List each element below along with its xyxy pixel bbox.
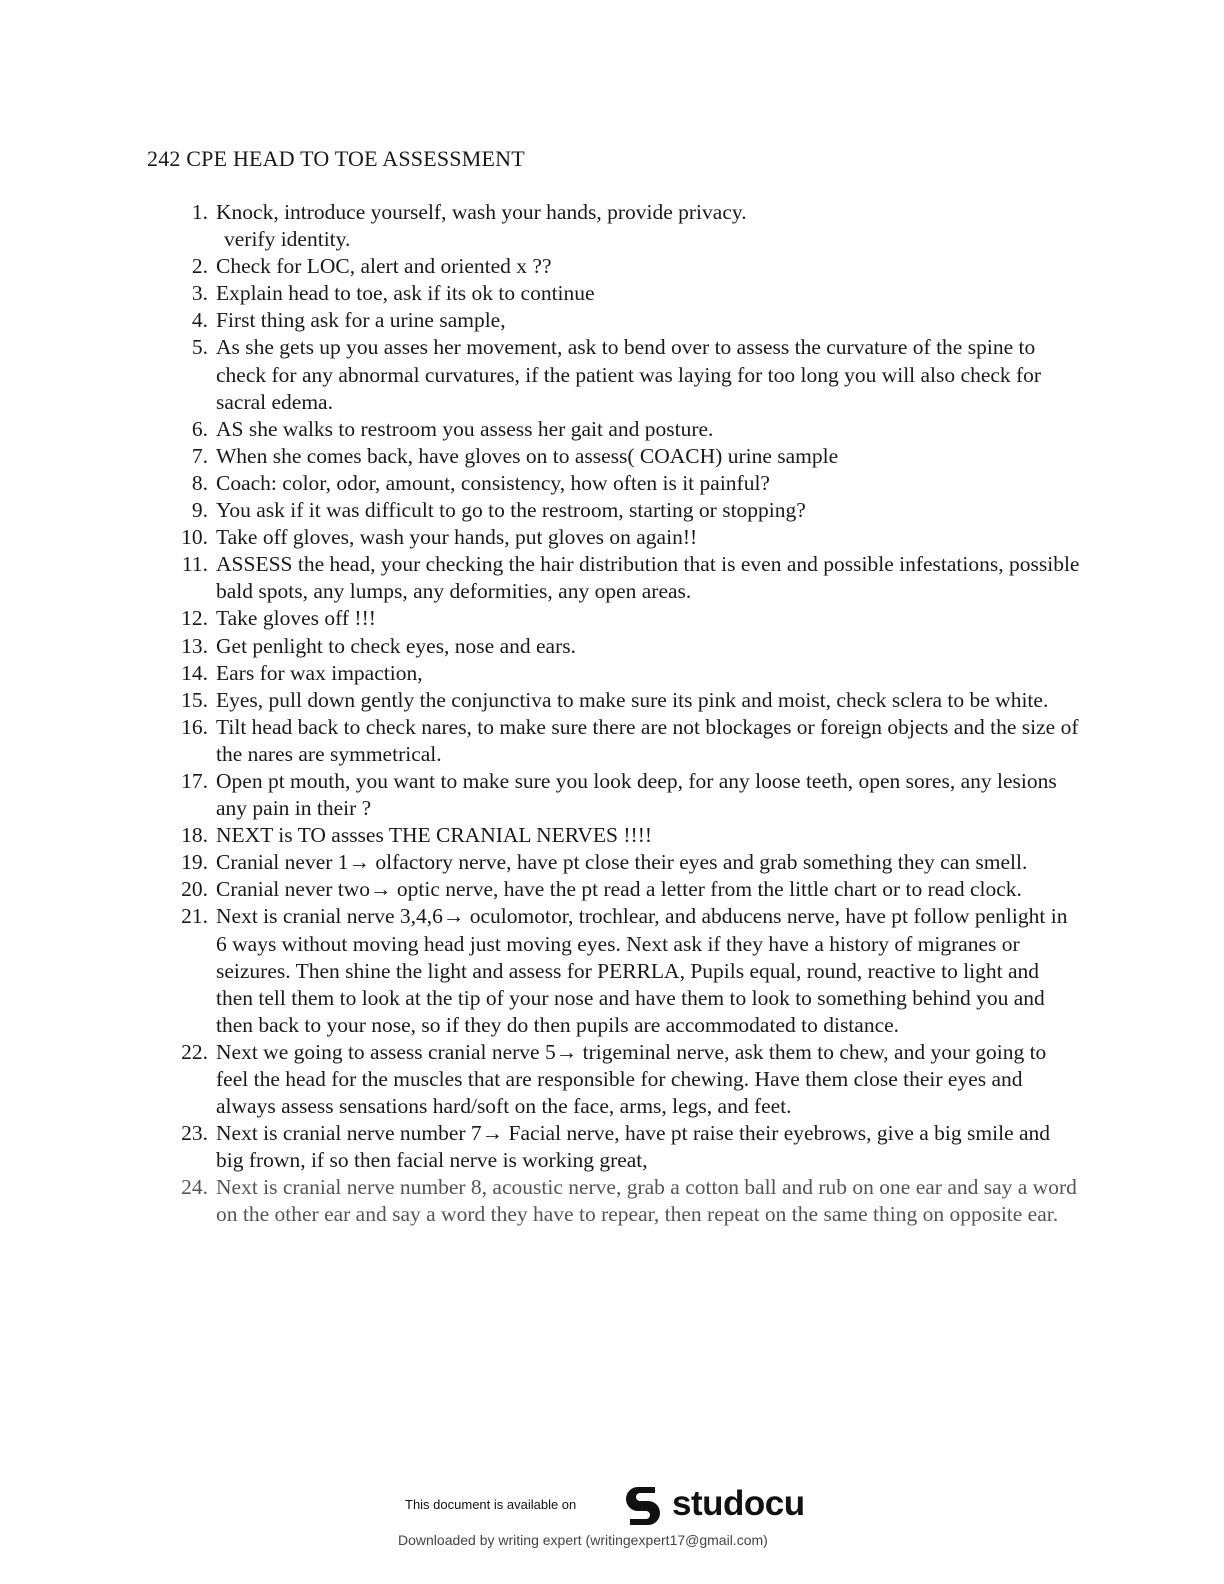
list-item [191, 470, 1081, 497]
list-item-number: 15. [181, 687, 208, 712]
footer-available-text: This document is available on [405, 1497, 577, 1512]
list-item-number: 13. [181, 633, 208, 658]
list-item-number: 12. [181, 606, 208, 631]
assessment-steps-list [181, 199, 1081, 1229]
list-item-number: 4. [191, 308, 208, 333]
list-item-text: Tilt head back to check nares, to make sure there are not blockages or foreign objects and the size of the nares are symmetrical. [216, 714, 1079, 766]
list-item [191, 334, 1081, 415]
list-item-number: 5. [191, 335, 208, 360]
list-item-number: 10. [181, 525, 208, 550]
list-item [191, 416, 1081, 443]
list-item [191, 497, 1081, 524]
list-item [191, 280, 1081, 307]
list-item [191, 199, 1081, 253]
list-item [181, 768, 1081, 822]
list-item-text: Next is cranial nerve number 7→ Facial nerve, have pt raise their eyebrows, give a big smile and big frown, if so then facial nerve is working great, [216, 1121, 1051, 1173]
list-item-number: 20. [181, 877, 208, 902]
list-item-text: ASSESS the head, your checking the hair distribution that is even and possible infestations, possible bald spots, any lumps, any deformities, any open areas. [216, 552, 1080, 604]
studocu-logo[interactable] [620, 1481, 805, 1527]
list-item-number: 18. [181, 823, 208, 848]
list-item [191, 253, 1081, 280]
list-item-number: 14. [181, 660, 208, 685]
list-item-number: 9. [191, 498, 208, 523]
list-item [181, 1120, 1081, 1174]
list-item-number: 3. [191, 281, 208, 306]
list-item [181, 660, 1081, 687]
list-item-text: AS she walks to restroom you assess her gait and posture. [216, 416, 714, 441]
list-item-number: 21. [181, 904, 208, 929]
list-item-text: Open pt mouth, you want to make sure you look deep, for any loose teeth, open sores, any lesions any pain in their ? [216, 768, 1057, 821]
list-item [181, 903, 1081, 1038]
studocu-logo-icon [620, 1481, 666, 1527]
list-item-text: As she gets up you asses her movement, ask to bend over to assess the curvature of the spine to check for any abnormal curvatures, if the patient was laying for too long you will also check for sacral edema. [216, 335, 1042, 414]
list-item-number: 16. [181, 714, 208, 739]
list-item-number: 11. [181, 552, 208, 577]
list-item-text: Knock, introduce yourself, wash your hands, provide privacy. [216, 200, 747, 224]
list-item-text: Take gloves off !!! [216, 606, 376, 631]
list-item [181, 551, 1081, 605]
list-item-text: Get penlight to check eyes, nose and ears. [216, 633, 576, 658]
list-item-text: Cranial never two→ optic nerve, have the pt read a letter from the little chart or to read clock. [216, 877, 1022, 902]
list-item-number: 24. [181, 1175, 208, 1200]
list-item-number: 7. [191, 443, 208, 468]
list-item-number: 8. [191, 470, 208, 495]
footer-downloaded-text: Downloaded by writing expert (writingexpert17@gmail.com) [398, 1532, 768, 1548]
list-item [181, 876, 1081, 903]
list-item-text: Next we going to assess cranial nerve 5→ trigeminal nerve, ask them to chew, and your going to feel the head for the muscles that are responsible for chewing. Have them close their eyes and always assess sensations hard/soft on the face, arms, legs, and feet. [216, 1039, 1047, 1119]
list-item-number: 1. [191, 200, 208, 224]
list-item-number: 2. [191, 254, 208, 279]
list-item [191, 443, 1081, 470]
studocu-brand-text: studocu [672, 1484, 805, 1523]
list-item-number: 19. [181, 850, 208, 875]
list-item [181, 714, 1081, 768]
list-item-text: Cranial never 1→ olfactory nerve, have pt close their eyes and grab something they can smell. [216, 850, 1028, 875]
list-item-text: You ask if it was difficult to go to the restroom, starting or stopping? [216, 498, 806, 523]
list-item [181, 1039, 1081, 1120]
list-item [181, 687, 1081, 714]
list-item [181, 605, 1081, 632]
list-item [181, 849, 1081, 876]
list-item [181, 633, 1081, 660]
list-item-number: 22. [181, 1039, 208, 1064]
list-item-text: Eyes, pull down gently the conjunctiva to make sure its pink and moist, check sclera to be white. [216, 687, 1049, 712]
list-item [181, 1174, 1081, 1228]
list-item-text: When she comes back, have gloves on to assess( COACH) urine sample [216, 443, 839, 468]
list-item-text: Check for LOC, alert and oriented x ?? [216, 254, 552, 279]
list-item-number: 6. [191, 416, 208, 441]
list-item-text: NEXT is TO assses THE CRANIAL NERVES !!!! [216, 823, 653, 848]
list-item [191, 307, 1081, 334]
list-item [181, 822, 1081, 849]
list-item-text: Ears for wax impaction, [216, 660, 423, 685]
list-item-number: 17. [181, 768, 208, 793]
list-item-text: Explain head to toe, ask if its ok to continue [216, 281, 595, 306]
list-item-text: First thing ask for a urine sample, [216, 308, 506, 333]
list-item-extra-text: verify identity. [224, 227, 351, 252]
list-item [181, 524, 1081, 551]
list-item-text: Next is cranial nerve number 8, acoustic nerve, grab a cotton ball and rub on one ear and say a word on the other ear and say a word they have to repear, then repeat on the same thing on opposite ear. [216, 1175, 1077, 1227]
list-item-text: Coach: color, odor, amount, consistency, how often is it painful? [216, 470, 770, 495]
list-item-text: Take off gloves, wash your hands, put gloves on again!! [216, 525, 698, 550]
list-item-text: Next is cranial nerve 3,4,6→ oculomotor, trochlear, and abducens nerve, have pt follow penlight in 6 ways without moving head just moving eyes. Next ask if they have a history of migranes or seizures. Then shine the light and assess for PERRLA, Pupils equal, round, reactive to light and then tell them to look at the tip of your nose and have them to look to something behind you and then back to your nose, so if they do then pupils are accommodated to distance. [216, 904, 1068, 1037]
page-title: 242 CPE HEAD TO TOE ASSESSMENT [147, 146, 525, 171]
list-item-number: 23. [181, 1121, 208, 1146]
